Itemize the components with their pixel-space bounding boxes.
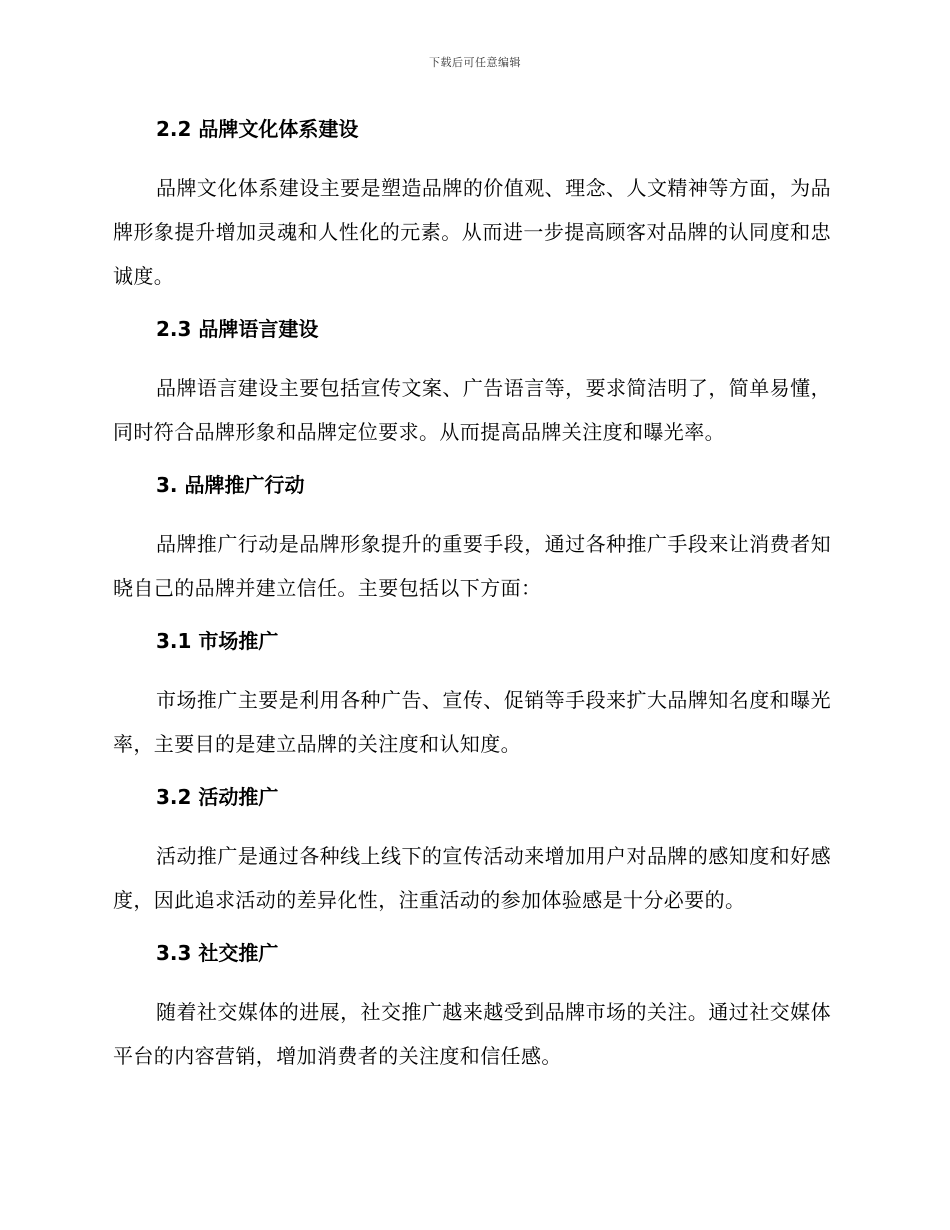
section-heading-3: 3. 品牌推广行动 <box>156 473 305 497</box>
section-paragraph-3-3: 随着社交媒体的进展，社交推广越来越受到品牌市场的关注。通过社交媒体平台的内容营销，增加消费者的关注度和信任感。 <box>113 1000 831 1068</box>
section-heading-2-2: 2.2 品牌文化体系建设 <box>156 117 359 141</box>
section-paragraph-3-2: 活动推广是通过各种线上线下的宣传活动来增加用户对品牌的感知度和好感度，因此追求活动的差异化性，注重活动的参加体验感是十分必要的。 <box>113 844 831 912</box>
section-heading-3-2: 3.2 活动推广 <box>156 785 279 809</box>
section-heading-2-3: 2.3 品牌语言建设 <box>156 317 319 341</box>
header-note: 下载后可任意编辑 <box>429 56 521 69</box>
section-paragraph-2-3: 品牌语言建设主要包括宣传文案、广告语言等，要求简洁明了，简单易懂，同时符合品牌形象和品牌定位要求。从而提高品牌关注度和曝光率。 <box>113 376 831 444</box>
section-paragraph-3-1: 市场推广主要是利用各种广告、宣传、促销等手段来扩大品牌知名度和曝光率，主要目的是建立品牌的关注度和认知度。 <box>113 688 831 756</box>
section-heading-3-3: 3.3 社交推广 <box>156 941 279 965</box>
section-paragraph-2-2: 品牌文化体系建设主要是塑造品牌的价值观、理念、人文精神等方面，为品牌形象提升增加灵魂和人性化的元素。从而进一步提高顾客对品牌的认同度和忠诚度。 <box>113 176 831 288</box>
section-heading-3-1: 3.1 市场推广 <box>156 629 279 653</box>
document-body <box>113 112 831 1078</box>
section-paragraph-3: 品牌推广行动是品牌形象提升的重要手段，通过各种推广手段来让消费者知晓自己的品牌并建立信任。主要包括以下方面： <box>113 532 831 600</box>
